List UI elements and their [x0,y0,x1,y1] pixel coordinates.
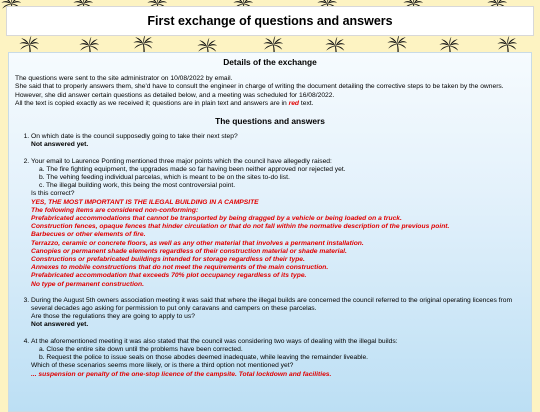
answer-text: Not answered yet. [31,321,89,329]
details-line: However, she did answer certain questions as detailed below, and a meeting was scheduled for 16/08/2022. [15,91,335,99]
question-text: On which date is the council supposedly going to take their next step? [31,133,238,141]
details-line: The questions were sent to the site administrator on 10/08/2022 by email. [15,75,233,83]
details-title: Details of the exchange [223,57,317,67]
details-line [15,100,525,108]
answer-text: Constructions or prefabricated buildings intended for storage regardless of their type. [31,256,305,264]
page-title: First exchange of questions and answers [147,14,393,28]
question-subpoint: c. The illegal building work, this being the most controversial point. [39,182,236,190]
answer-text: ... suspension or penalty of the one-stop licence of the campsite. Total lockdown and facilities. [31,370,332,378]
answer-text: No type of permanent construction. [31,280,144,288]
answer-text: Prefabricated accommodation that exceeds 70% plot occupancy regardless of its type. [31,272,307,280]
question-subpoint: a. Close the entire site down until the problems have been corrected. [39,345,243,353]
question-item [31,133,525,149]
question-text: During the August 5th owners association meeting it was said that where the illegal builds are concerned the council referred to the original operating licences from several decades ago asking for permission to put only caravans and campers on these parcelas. [31,296,513,313]
question-text: Which of these scenarios seems more likely, or is there a third option not mentioned yet? [31,362,294,370]
content-panel [8,52,532,412]
question-list [15,133,525,378]
details-line: She said that to properly answers them, she'd have to consult the engineer in charge of writing the document detailing the corrective steps to be taken by the owners. [15,83,504,91]
question-text: Your email to Laurence Ponting mentioned three major points which the council have allegedly raised: [31,157,332,165]
question-text: At the aforementioned meeting it was also stated that the council was considering two ways of dealing with the illegal builds: [31,337,398,345]
red-word: red [288,99,300,107]
question-item [31,297,525,330]
answer-text: Annexes to mobile constructions that do not meet the requirements of the main construction. [31,264,329,272]
question-text: Is this correct? [31,190,75,198]
details-text: All the text is copied exactly as we received it; questions are in plain text and answers are in [15,99,289,107]
answer-text: Prefabricated accommodations that cannot be transported by being dragged by a vehicle or being loaded on a truck. [31,215,402,223]
answer-text: Terrazzo, ceramic or concrete floors, as well as any other material that involves a permanent installation. [31,239,364,247]
question-item [31,338,525,379]
answer-text: Canopies or permanent shade elements regardless of their construction material or shade material. [31,247,347,255]
details-text: text. [299,99,314,107]
page-header [6,6,534,36]
answer-text: Barbecues or other elements of fire. [31,231,146,239]
answer-text: YES, THE MOST IMPORTANT IS THE ILEGAL BUILDING IN A CAMPSITE [31,198,259,206]
question-item [31,158,525,289]
answer-text: Construction fences, opaque fences that hinder circulation or that do not fall within the normative description of the previous point. [31,223,450,231]
question-subpoint: b. The vehing feeding individual parcelas, which is meant to be on the sites to-do list. [39,174,290,182]
qa-title: The questions and answers [215,116,325,127]
question-subpoint: a. The fire fighting equipment, the upgrades made so far having been neither approved nor rejected yet. [39,165,346,173]
question-subpoint: b. Request the police to issue seals on those abodes deemed inadequate, while leaving the remainder liveable. [39,354,369,362]
answer-text: The following items are considered non-conforming: [31,206,199,214]
answer-text: Not answered yet. [31,141,89,149]
question-text: Are those the regulations they are going to apply to us? [31,313,195,321]
